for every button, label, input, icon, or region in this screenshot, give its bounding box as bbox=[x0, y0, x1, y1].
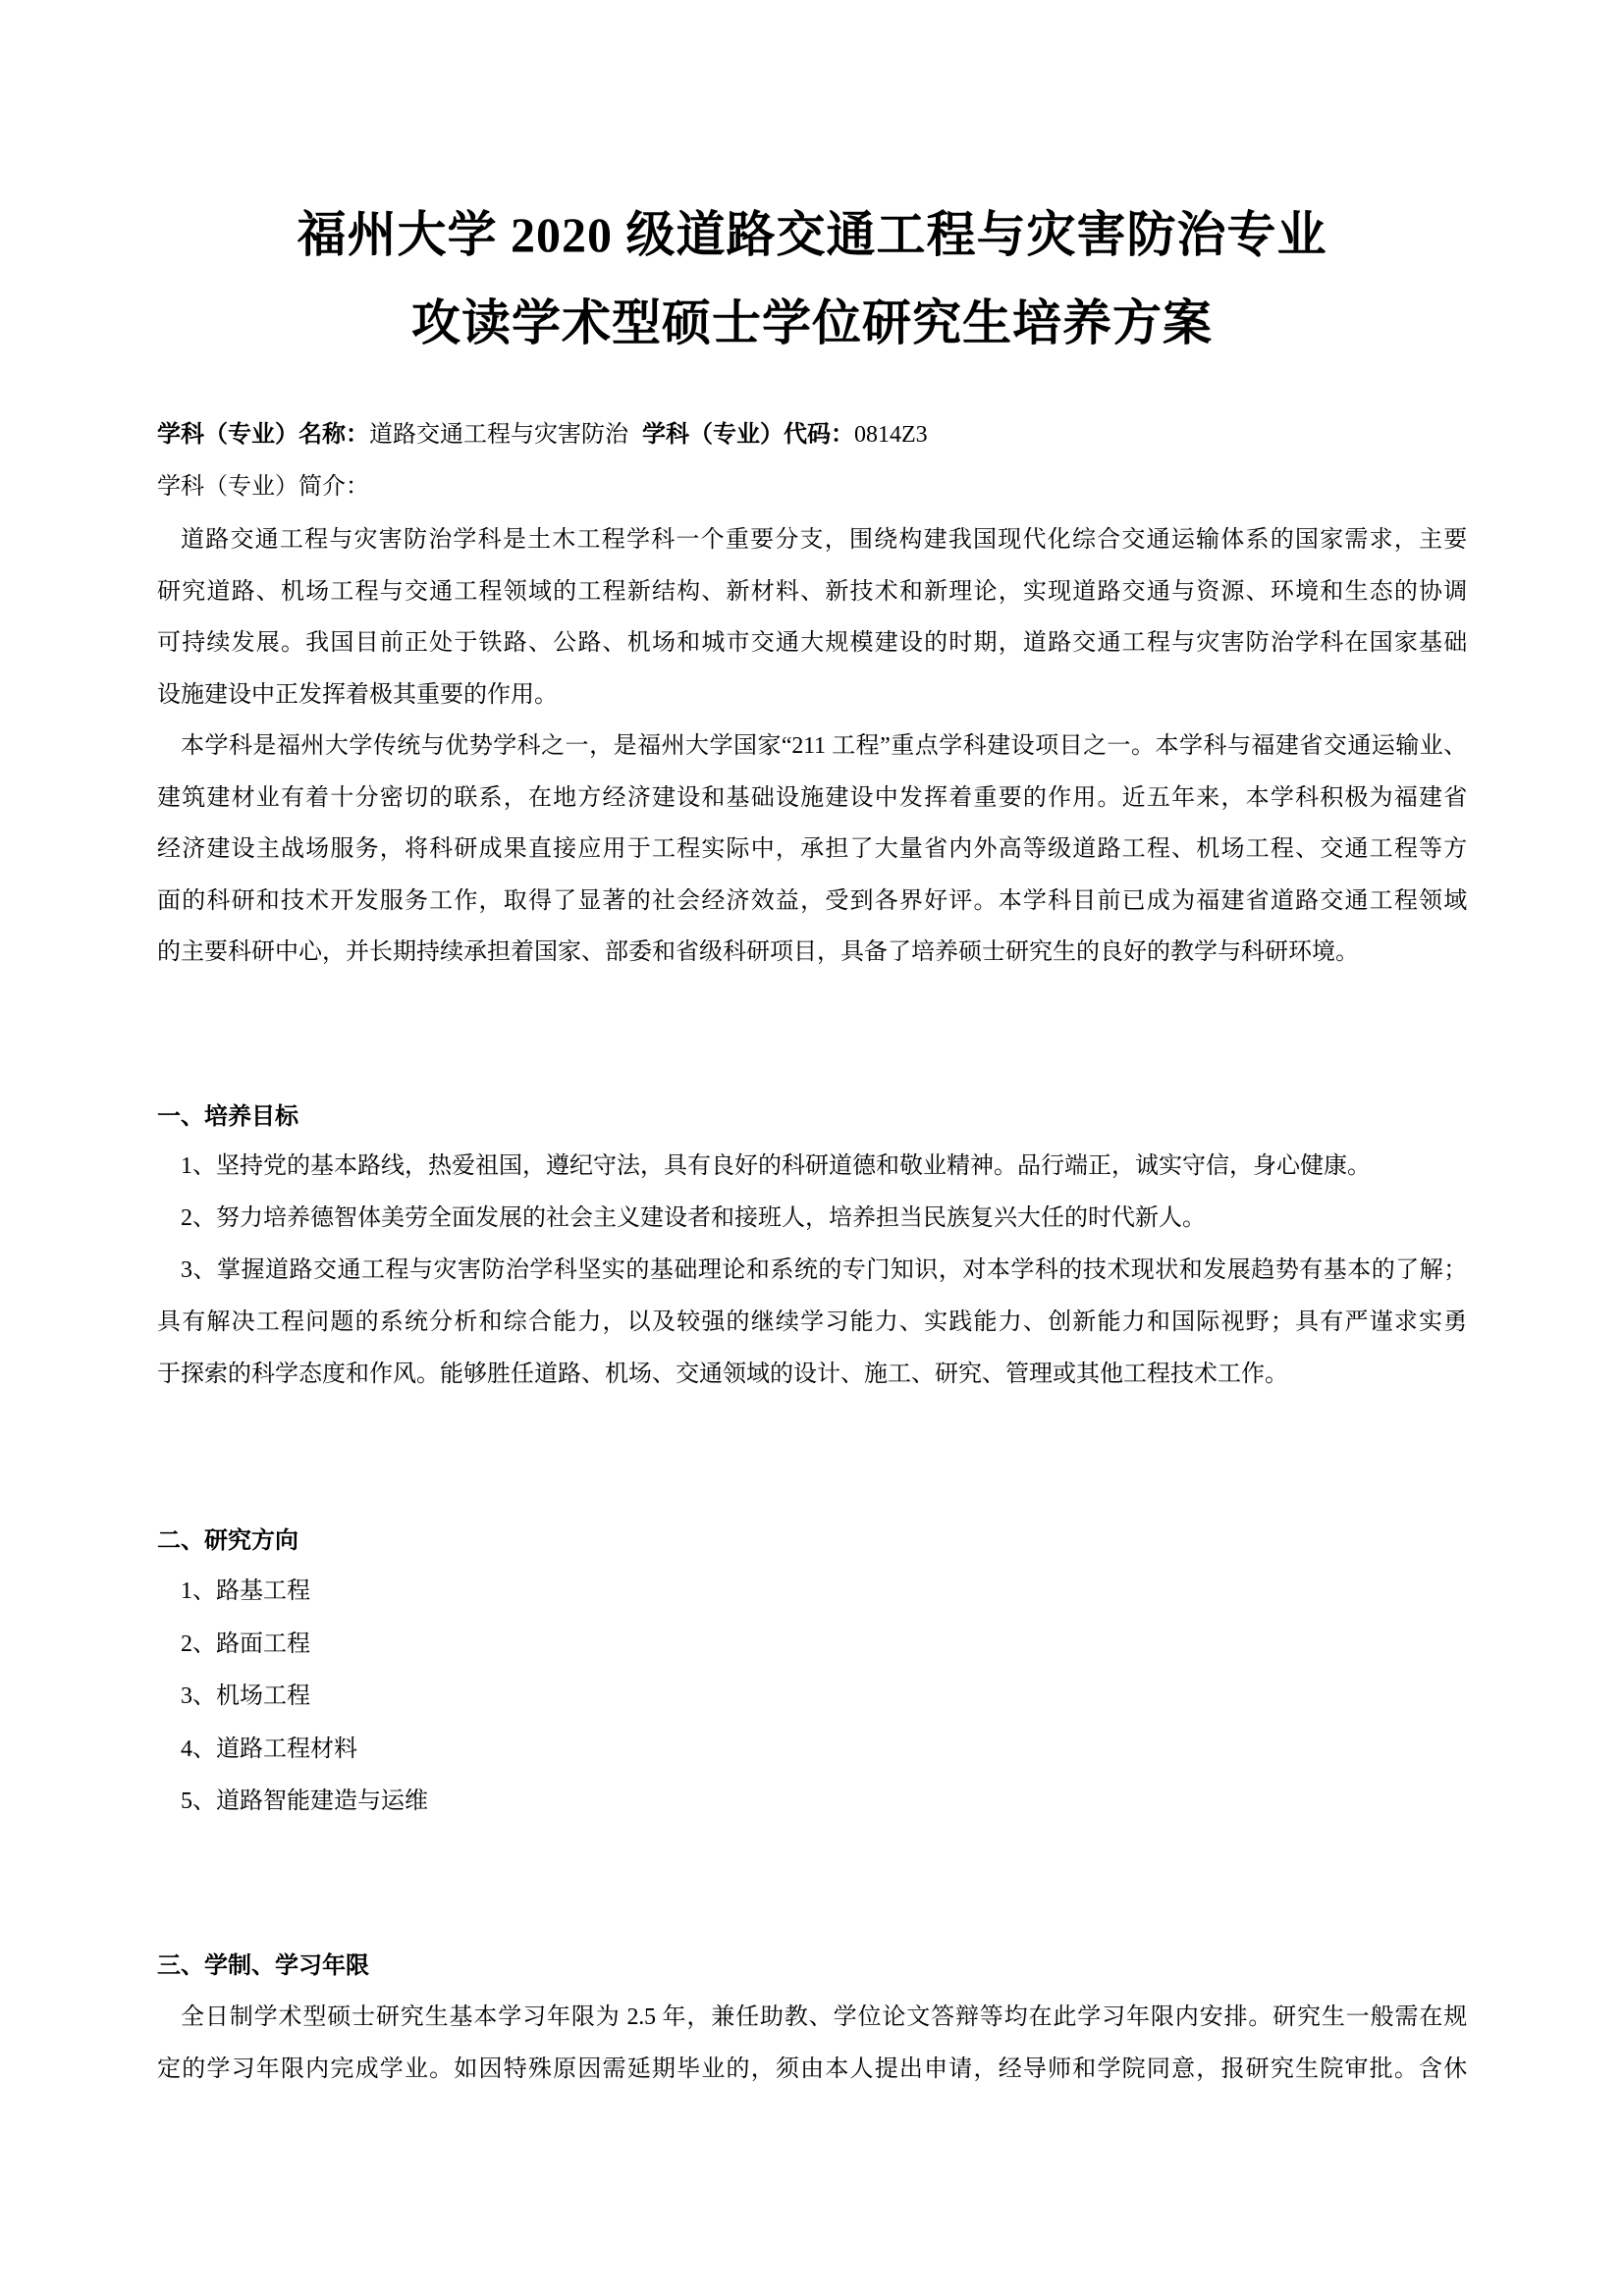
document-title-line2: 攻读学术型硕士学位研究生培养方案 bbox=[411, 295, 1213, 350]
intro-paragraph-2 bbox=[157, 721, 1467, 979]
section-heading-goals: 一、培养目标 bbox=[157, 1104, 298, 1130]
section-study-duration-body bbox=[157, 1992, 1467, 2096]
text-line: 3、机场工程 bbox=[181, 1683, 310, 1709]
text-line: 定的学习年限内完成学业。如因特殊原因需延期毕业的，须由本人提出申请，经导师和学院同意，报研究生院审批。含休 bbox=[157, 2056, 1467, 2082]
text-line: 设施建设中正发挥着极其重要的作用。 bbox=[157, 681, 558, 708]
text-line: 全日制学术型硕士研究生基本学习年限为 2.5 年，兼任助教、学位论文答辩等均在此学习年限内安排。研究生一般需在规 bbox=[181, 2004, 1467, 2030]
text-line: 3、掌握道路交通工程与灾害防治学科坚实的基础理论和系统的专门知识，对本学科的技术现状和发展趋势有基本的了解； bbox=[181, 1257, 1467, 1283]
subject-intro-label: 学科（专业）简介： bbox=[157, 474, 369, 500]
section-heading-study-duration: 三、学制、学习年限 bbox=[157, 1953, 369, 1979]
section-heading-research-directions: 二、研究方向 bbox=[157, 1528, 298, 1554]
text-line: 研究道路、机场工程与交通工程领域的工程新结构、新材料、新技术和新理论，实现道路交通与资源、环境和生态的协调 bbox=[157, 578, 1467, 605]
subject-code-label: 学科（专业）代码： bbox=[642, 422, 854, 448]
text-line: 道路交通工程与灾害防治学科是土木工程学科一个重要分支，围绕构建我国现代化综合交通运输体系的国家需求，主要 bbox=[181, 527, 1467, 553]
text-line: 可持续发展。我国目前正处于铁路、公路、机场和城市交通大规模建设的时期，道路交通工程与灾害防治学科在国家基础 bbox=[157, 630, 1467, 656]
text-line: 建筑建材业有着十分密切的联系，在地方经济建设和基础设施建设中发挥着重要的作用。近五年来，本学科积极为福建省 bbox=[157, 784, 1467, 811]
text-line: 的主要科研中心，并长期持续承担着国家、部委和省级科研项目，具备了培养硕士研究生的良好的教学与科研环境。 bbox=[157, 939, 1359, 965]
text-line: 本学科是福州大学传统与优势学科之一，是福州大学国家“211 工程”重点学科建设项目之一。本学科与福建省交通运输业、 bbox=[181, 733, 1467, 759]
text-line: 4、道路工程材料 bbox=[181, 1735, 357, 1762]
text-line: 具有解决工程问题的系统分析和综合能力，以及较强的继续学习能力、实践能力、创新能力和国际视野；具有严谨求实勇 bbox=[157, 1309, 1467, 1335]
document-title bbox=[0, 190, 1624, 367]
section-research-directions-list bbox=[157, 1566, 1467, 1829]
text-line: 5、道路智能建造与运维 bbox=[181, 1789, 428, 1814]
subject-name-label: 学科（专业）名称： bbox=[157, 422, 369, 448]
subject-code-value: 0814Z3 bbox=[854, 422, 928, 448]
document-title-line1: 福州大学 2020 级道路交通工程与灾害防治专业 bbox=[297, 207, 1327, 262]
text-line: 1、路基工程 bbox=[181, 1578, 310, 1604]
text-line: 2、路面工程 bbox=[181, 1630, 310, 1657]
subject-meta-line bbox=[157, 409, 1467, 461]
intro-paragraph-1 bbox=[157, 514, 1467, 721]
text-line: 面的科研和技术开发服务工作，取得了显著的社会经济效益，受到各界好评。本学科目前已成为福建省道路交通工程领域 bbox=[157, 887, 1467, 914]
text-line: 1、坚持党的基本路线，热爱祖国，遵纪守法，具有良好的科研道德和敬业精神。品行端正，诚实守信，身心健康。 bbox=[181, 1153, 1371, 1179]
text-line: 2、努力培养德智体美劳全面发展的社会主义建设者和接班人，培养担当民族复兴大任的时代新人。 bbox=[181, 1205, 1206, 1231]
section-goals-body bbox=[157, 1141, 1467, 1401]
text-line: 经济建设主战场服务，将科研成果直接应用于工程实际中，承担了大量省内外高等级道路工程、机场工程、交通工程等方 bbox=[157, 836, 1467, 862]
subject-name-value: 道路交通工程与灾害防治 bbox=[369, 422, 628, 448]
text-line: 于探索的科学态度和作风。能够胜任道路、机场、交通领域的设计、施工、研究、管理或其他工程技术工作。 bbox=[157, 1362, 1288, 1387]
